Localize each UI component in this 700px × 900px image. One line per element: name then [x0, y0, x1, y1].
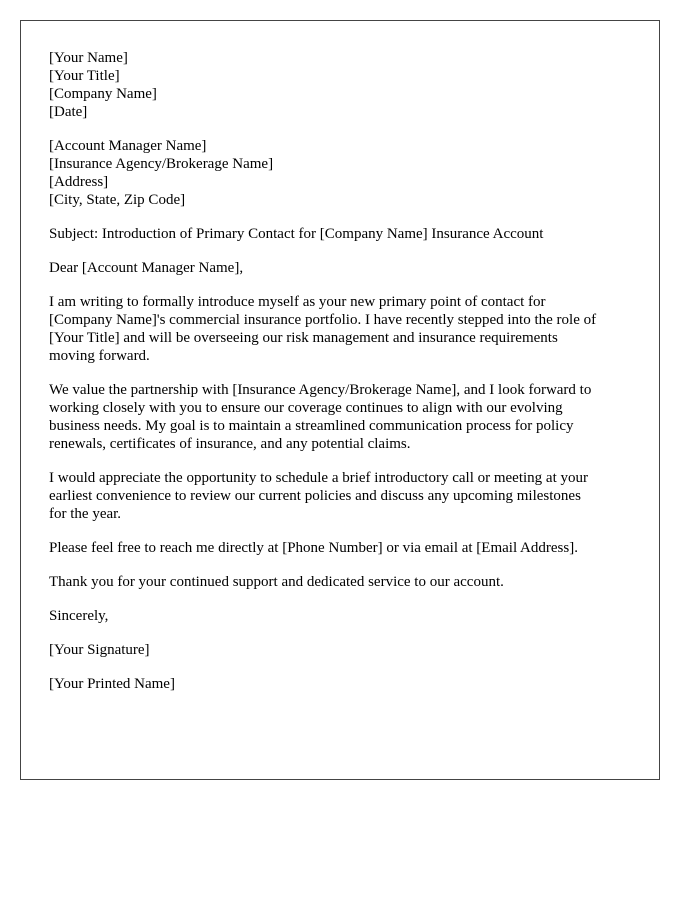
recipient-block — [49, 137, 645, 209]
paragraph-line: for the year. — [49, 506, 122, 522]
paragraph-line: We value the partnership with [Insurance Agency/Brokerage Name], and I look forward to — [49, 382, 592, 398]
paragraph-line: [Company Name]'s commercial insurance portfolio. I have recently stepped into the role of — [49, 312, 597, 328]
closing: Sincerely, — [49, 608, 109, 624]
subject-line: Subject: Introduction of Primary Contact for [Company Name] Insurance Account — [49, 226, 544, 242]
paragraph-line: moving forward. — [49, 348, 150, 364]
paragraph-line: Thank you for your continued support and dedicated service to our account. — [49, 574, 504, 590]
recipient-name: [Account Manager Name] — [49, 138, 207, 154]
letter-date: [Date] — [49, 104, 88, 120]
recipient-address: [Address] — [49, 174, 109, 190]
paragraph-line: earliest convenience to review our current policies and discuss any upcoming milestones — [49, 488, 581, 504]
recipient-city-state-zip: [City, State, Zip Code] — [49, 192, 186, 208]
paragraph-line: I would appreciate the opportunity to schedule a brief introductory call or meeting at your — [49, 470, 588, 486]
letter-content — [49, 49, 645, 693]
paragraph-contact-info — [49, 539, 645, 557]
sender-name: [Your Name] — [49, 50, 128, 66]
printed-name: [Your Printed Name] — [49, 676, 175, 692]
paragraph-meeting-request — [49, 469, 645, 523]
sender-title: [Your Title] — [49, 68, 120, 84]
paragraph-line: business needs. My goal is to maintain a streamlined communication process for policy — [49, 418, 574, 434]
paragraph-line: working closely with you to ensure our coverage continues to align with our evolving — [49, 400, 563, 416]
sender-company: [Company Name] — [49, 86, 157, 102]
letter-page — [20, 20, 660, 780]
paragraph-introduction — [49, 293, 645, 365]
salutation: Dear [Account Manager Name], — [49, 260, 244, 276]
sender-block — [49, 49, 645, 121]
recipient-agency: [Insurance Agency/Brokerage Name] — [49, 156, 274, 172]
signature: [Your Signature] — [49, 642, 150, 658]
paragraph-line: renewals, certificates of insurance, and any potential claims. — [49, 436, 411, 452]
paragraph-line: [Your Title] and will be overseeing our risk management and insurance requirements — [49, 330, 558, 346]
paragraph-partnership — [49, 381, 645, 453]
paragraph-thanks — [49, 573, 645, 591]
paragraph-line: I am writing to formally introduce myself as your new primary point of contact for — [49, 294, 546, 310]
paragraph-line: Please feel free to reach me directly at [Phone Number] or via email at [Email Address]. — [49, 540, 578, 556]
